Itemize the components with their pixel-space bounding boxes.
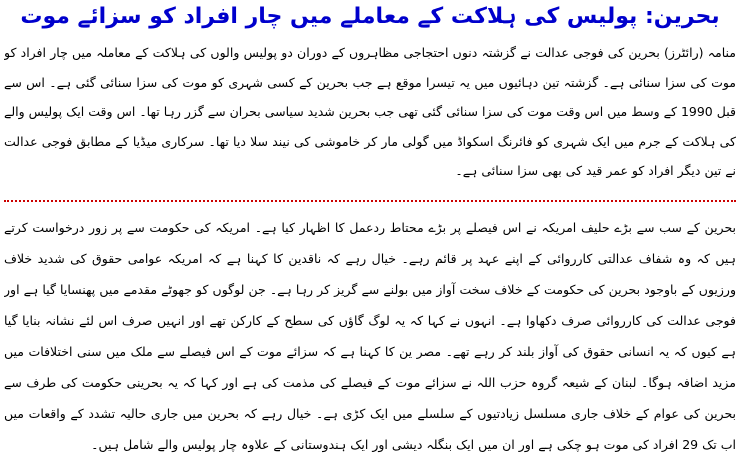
headline-location: بحرین: — [644, 4, 720, 29]
article-paragraph-1: منامہ (رائٹرز) بحرین کی فوجی عدالت نے گزشتہ دنوں احتجاجی مظاہروں کے دوران دو پولیس والوں کی ہلاکت کے معاملہ میں چار افراد کو موت کی سزا سنائی ہے۔ گزشتہ تین دہائیوں میں یہ تیسرا موقع ہے جب بحرین کے کسی شہری کو موت کی سزا سنائی گئی ہے۔ اس سے قبل 1990 کے وسط میں اس وقت موت کی سزا سنائی گئی تھی جب بحرین شدید سیاسی بحران سے گزر رہا تھا۔ اس وقت ایک پولیس والے کی ہلاکت کے جرم میں ایک شہری کو فائرنگ اسکواڈ میں گولی مار کر خاموشی کی نیند سلا دیا تھا۔ سرکاری میڈیا کے مطابق فوجی عدالت نے تین دیگر افراد کو عمر قید کی بھی سزا سنائی ہے۔ — [4, 45, 736, 178]
article-paragraph-2: بحرین کے سب سے بڑے حلیف امریکہ نے اس فیصلے پر بڑے محتاط ردعمل کا اظہار کیا ہے۔ امریکہ کی حکومت سے پر زور درخواست کرتے ہیں کہ وہ شفاف عدالتی کارروائی کے اپنے عہد پر قائم رہے۔ خیال رہے کہ ناقدین کا کہنا ہے کہ امریکہ عوامی حقوق کی شدید خلاف ورزیوں کے باوجود بحرین کی حکومت کے خلاف سخت آواز میں بولنے سے گریز کر رہا ہے۔ جن لوگوں کو جھوٹے مقدمے میں پھنسایا گیا ہے اور فوجی عدالت کی کارروائی صرف دکھاوا ہے۔ انہوں نے کہا کہ یہ لوگ گاؤں کی سطح کے کارکن تھے اور انہیں صرف اس لئے نشانہ بنایا گیا ہے کیوں کہ یہ انسانی حقوق کی آواز بلند کر رہے تھے۔ مصر ین کا کہنا ہے کہ سزائے موت کے اس فیصلے سے ملک میں سنی اختلافات میں مزید اضافہ ہوگا۔ لبنان کے شیعہ گروہ حزب اللہ نے سزائے موت کے فیصلے کی مذمت کی ہے اور کہا کہ یہ بحرینی حکومت کی طرف سے بحرین کی عوام کے خلاف جاری مسلسل زیادتیوں کے سلسلے میں ایک کڑی ہے۔ خیال رہے کہ بحرین میں جاری حالیہ تشدد کے واقعات میں اب تک 29 افراد کی موت ہو چکی ہے اور ان میں ایک بنگلہ دیشی اور ایک ہندوستانی کے علاوہ چار پولیس والے شامل ہیں۔ — [4, 220, 736, 452]
headline-title: پولیس کی ہلاکت کے معاملے میں چار افراد کو سزائے موت — [20, 4, 638, 29]
section-divider — [4, 200, 736, 202]
article-headline — [0, 2, 740, 32]
